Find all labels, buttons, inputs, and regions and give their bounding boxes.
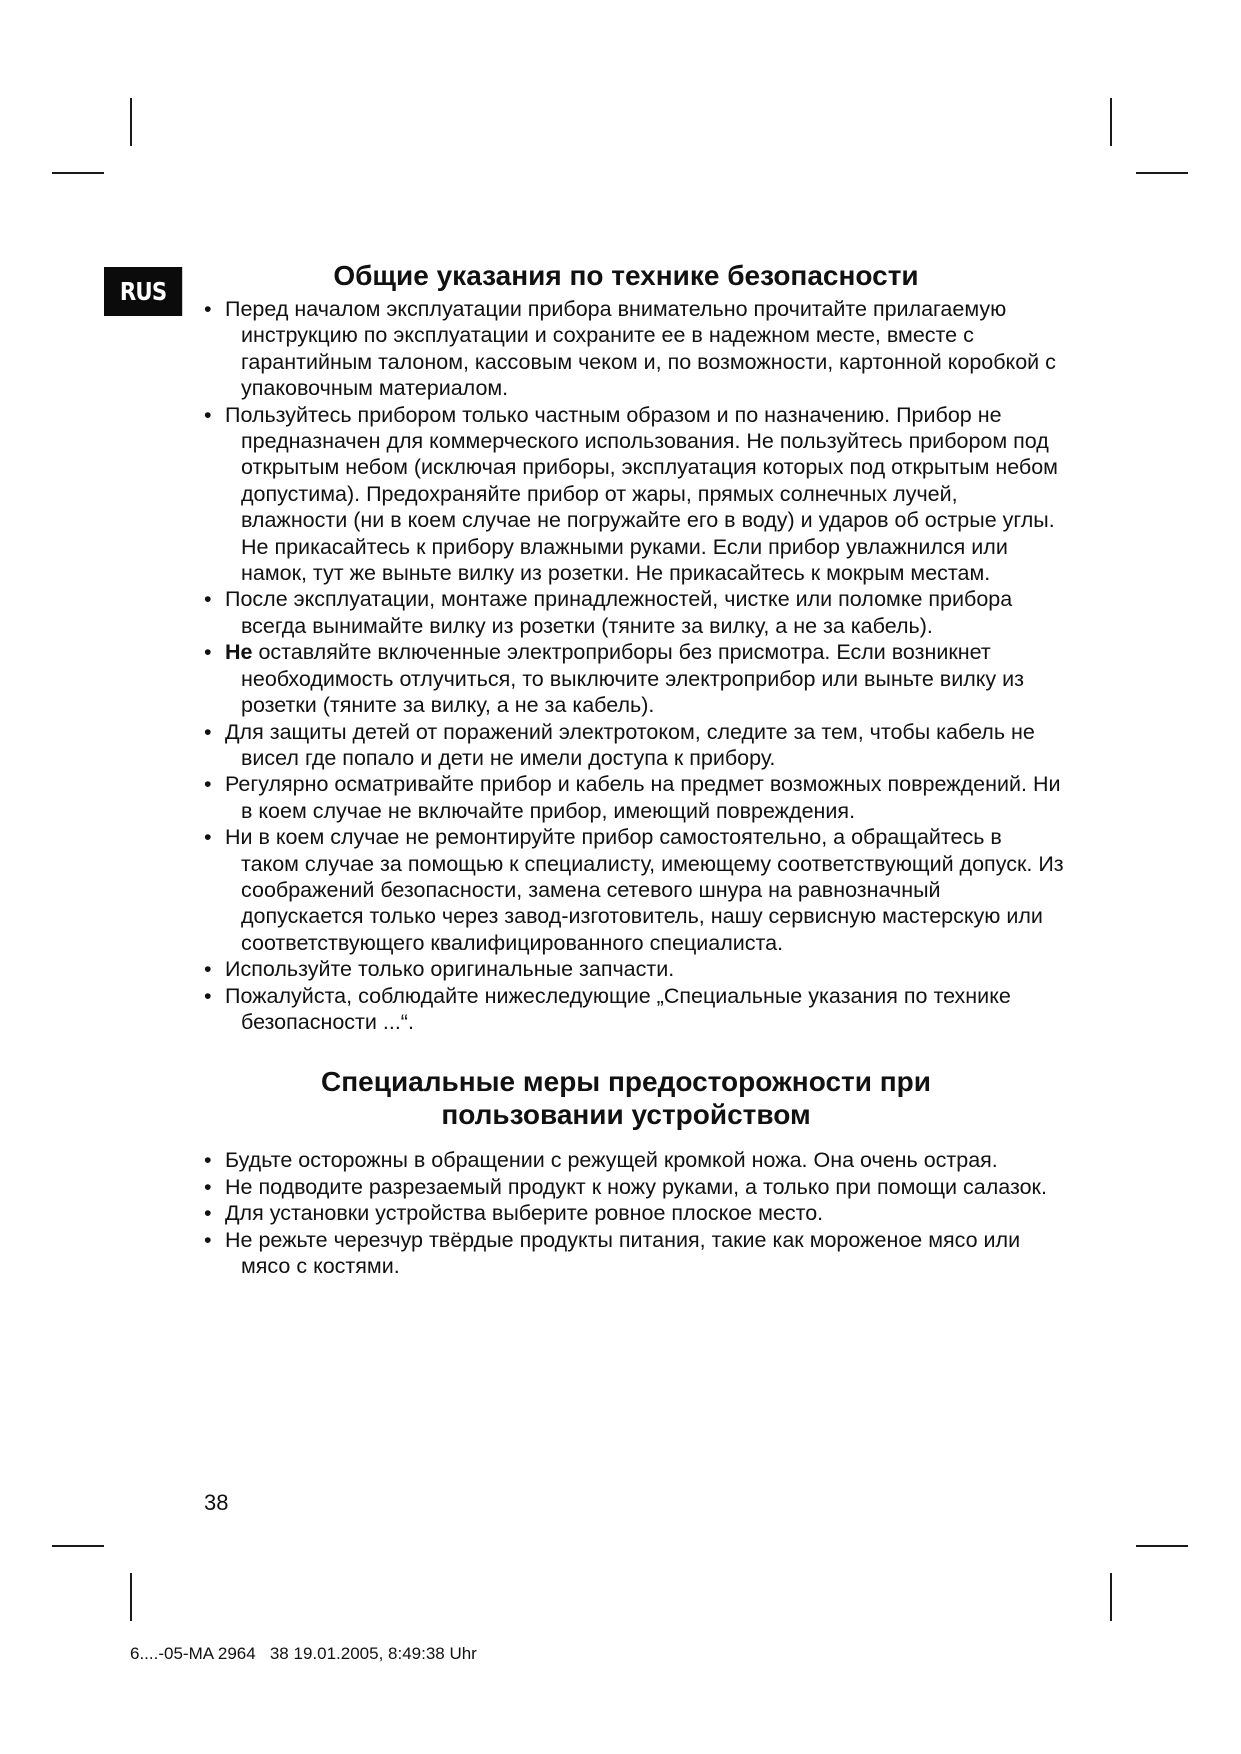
list-item: • Пожалуйста, соблюдайте нижеследующие „Специальные указания по технике безопасности ...“. [204, 983, 1064, 1036]
language-tab: RUS [104, 267, 182, 316]
crop-mark-top-left-horizontal [52, 172, 104, 174]
section-title-special-precautions: Специальные меры предосторожности при пользовании устройством [321, 1066, 931, 1131]
print-footer: 6....-05-MA 2964 38 19.01.2005, 8:49:38 Uhr [130, 1644, 477, 1663]
list-item: • Пользуйтесь прибором только частным образом и по назначению. Прибор не предназначен для коммерческого использования. Не пользуйтесь прибором под открытым небом (исключая приборы, эксплуатация которых под открытым небом допустима). Предохраняйте прибор от жары, прямых солнечных лучей, влажности (ни в коем случае не погружайте его в воду) и ударов об острые углы. Не прикасайтесь к прибору влажными руками. Если прибор увлажнился или намок, тут же выньте вилку из розетки. Не прикасайтесь к мокрым местам. [204, 402, 1064, 587]
crop-mark-bottom-left-horizontal [52, 1545, 104, 1547]
list-item: • Не режьте черезчур твёрдые продукты питания, такие как мороженое мясо или мясо с костями. [204, 1227, 1064, 1280]
section-title-general-safety: Общие указания по технике безопасности [333, 260, 919, 291]
crop-mark-bottom-right-horizontal [1136, 1545, 1188, 1547]
list-item: • Перед началом эксплуатации прибора внимательно прочитайте прилагаемую инструкцию по эксплуатации и сохраните ее в надежном месте, вместе с гарантийным талоном, кассовым чеком и, по возможности, картонной коробкой с упаковочным материалом. [204, 296, 1064, 402]
general-safety-list [204, 296, 1064, 1035]
crop-mark-top-right-horizontal [1136, 172, 1188, 174]
list-item: • Для установки устройства выберите ровное плоское место. [204, 1200, 1064, 1226]
list-item: • Не подводите разрезаемый продукт к ножу руками, а только при помощи салазок. [204, 1174, 1064, 1200]
list-item: • Для защиты детей от поражений электротоком, следите за тем, чтобы кабель не висел где попало и дети не имели доступа к прибору. [204, 719, 1064, 772]
list-item: • После эксплуатации, монтаже принадлежностей, чистке или поломке прибора всегда вынимайте вилку из розетки (тяните за вилку, а не за кабель). [204, 586, 1064, 639]
page-number: 38 [204, 1490, 229, 1515]
crop-mark-bottom-right-vertical [1110, 1573, 1112, 1621]
list-item: • Ни в коем случае не ремонтируйте прибор самостоятельно, а обращайтесь в таком случае за помощью к специалисту, имеющему соответствующий допуск. Из соображений безопасности, замена сетевого шнура на равнозначный допускается только через завод-изготовитель, нашу сервисную мастерскую или соответствующего квалифицированного специалиста. [204, 824, 1064, 956]
special-precautions-list [204, 1147, 1064, 1279]
bold-emphasis: Не [225, 640, 253, 665]
list-item: • Используйте только оригинальные запчасти. [204, 956, 1064, 982]
crop-mark-top-right-vertical [1110, 98, 1112, 146]
page-content [204, 259, 1064, 1279]
list-item: • Не оставляйте включенные электроприборы без присмотра. Если возникнет необходимость отлучиться, то выключите электроприбор или выньте вилку из розетки (тяните за вилку, а не за кабель). [204, 639, 1064, 718]
list-item: • Будьте осторожны в обращении с режущей кромкой ножа. Она очень острая. [204, 1147, 1064, 1173]
crop-mark-bottom-left-vertical [130, 1573, 132, 1621]
crop-mark-top-left-vertical [130, 98, 132, 146]
list-item: • Регулярно осматривайте прибор и кабель на предмет возможных повреждений. Ни в коем случае не включайте прибор, имеющий повреждения. [204, 771, 1064, 824]
